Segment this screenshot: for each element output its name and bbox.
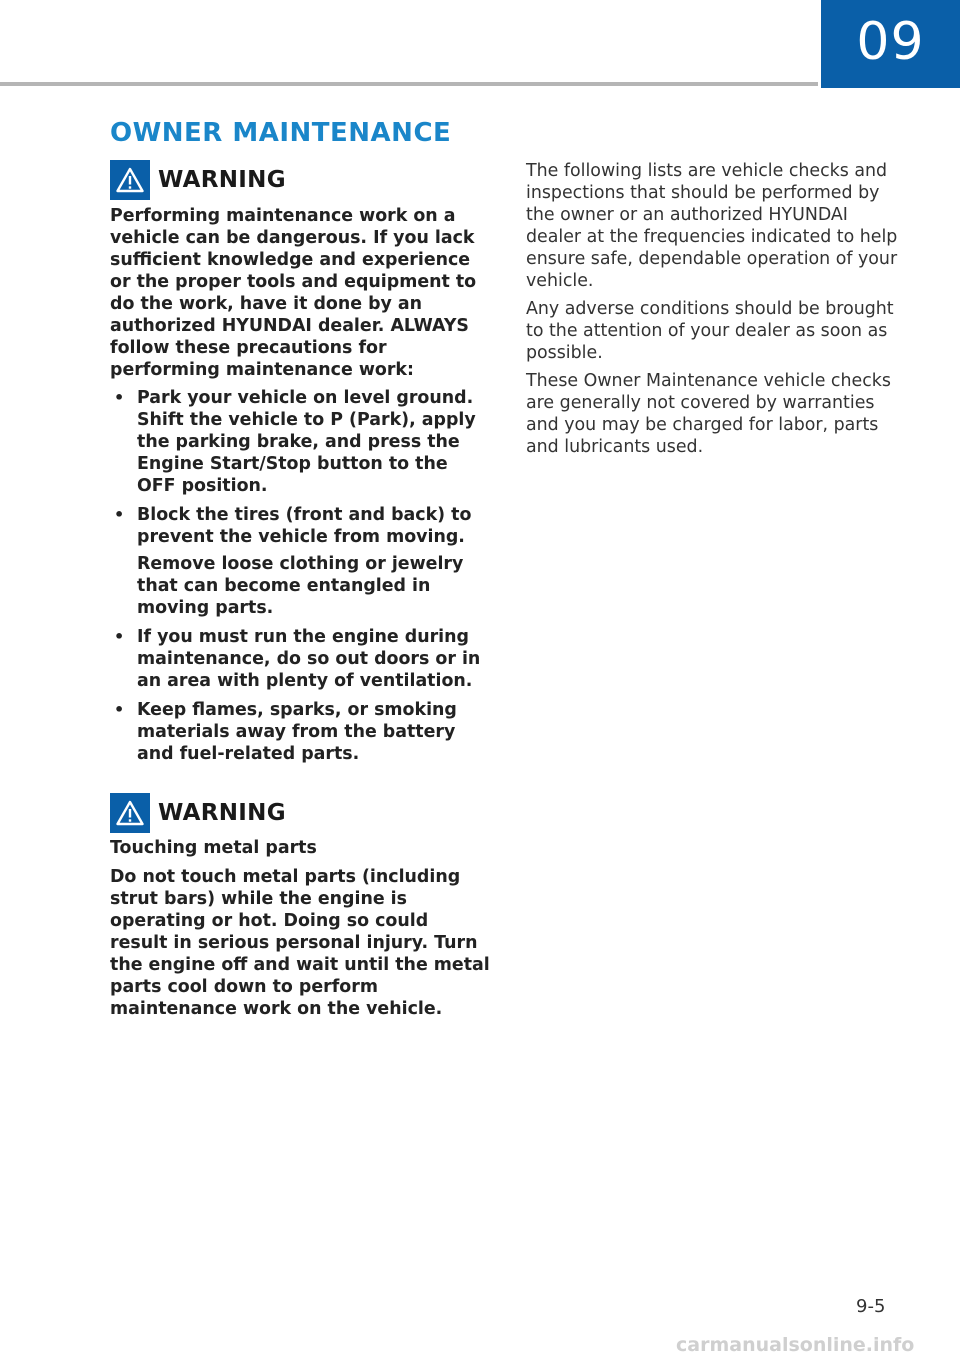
warning-triangle-icon xyxy=(110,793,150,833)
warning-box-2 xyxy=(110,793,490,1020)
list-item-text: Keep flames, sparks, or smoking materials away from the battery and fuel-related parts. xyxy=(137,700,457,764)
warning-label: WARNING xyxy=(158,167,286,193)
warning-subtitle: Touching metal parts xyxy=(110,838,317,858)
info-paragraph: The following lists are vehicle checks and inspections that should be performed by the owner or an authorized HYUNDAI dealer at the frequencies indicated to help ensure safe, dependable operation of your vehicle. xyxy=(526,161,898,291)
header-rule xyxy=(0,82,818,86)
precaution-list xyxy=(110,387,490,765)
warning-body xyxy=(110,205,490,765)
list-item xyxy=(110,699,490,765)
list-item-text: Block the tires (front and back) to prevent the vehicle from moving. xyxy=(137,505,472,547)
warning-triangle-icon xyxy=(110,160,150,200)
info-paragraph: These Owner Maintenance vehicle checks are generally not covered by warranties and you may be charged for labor, parts and lubricants used. xyxy=(526,371,891,457)
warning-header xyxy=(110,160,490,200)
list-item-subparagraph: Remove loose clothing or jewelry that can become entangled in moving parts. xyxy=(137,554,464,618)
warning-text: Do not touch metal parts (including strut bars) while the engine is operating or hot. Doing so could result in serious personal injury. Turn the engine off and wait until the metal parts cool down to perform maintenance work on the vehicle. xyxy=(110,867,490,1019)
warning-intro: Performing maintenance work on a vehicle can be dangerous. If you lack sufficient knowledge and experience or the proper tools and equipment to do the work, have it done by an authorized HYUNDAI dealer. ALWAYS follow these precautions for performing maintenance work: xyxy=(110,206,477,380)
bullet-dot: • xyxy=(114,627,125,646)
chapter-tab xyxy=(821,0,960,88)
list-item xyxy=(110,504,490,619)
list-item-text: Park your vehicle on level ground. Shift the vehicle to P (Park), apply the parking brake, and press the Engine Start/Stop button to the OFF position. xyxy=(137,388,476,496)
info-paragraph: Any adverse conditions should be brought to the attention of your dealer as soon as possible. xyxy=(526,299,894,363)
list-item xyxy=(110,626,490,692)
list-item xyxy=(110,387,490,497)
list-item-text: If you must run the engine during maintenance, do so out doors or in an area with plenty of ventilation. xyxy=(137,627,481,691)
page-number: 9-5 xyxy=(856,1296,886,1317)
warning-box-1 xyxy=(110,160,490,765)
section-title: OWNER MAINTENANCE xyxy=(110,118,452,148)
bullet-dot: • xyxy=(114,505,125,524)
warning-header xyxy=(110,793,490,833)
chapter-number: 09 xyxy=(856,12,925,72)
bullet-dot: • xyxy=(114,700,125,719)
warning-label: WARNING xyxy=(158,800,286,826)
right-column xyxy=(526,160,906,464)
left-column xyxy=(110,160,490,1020)
watermark: carmanualsonline.info xyxy=(676,1334,915,1356)
warning-body xyxy=(110,837,490,1020)
bullet-dot: • xyxy=(114,388,125,407)
